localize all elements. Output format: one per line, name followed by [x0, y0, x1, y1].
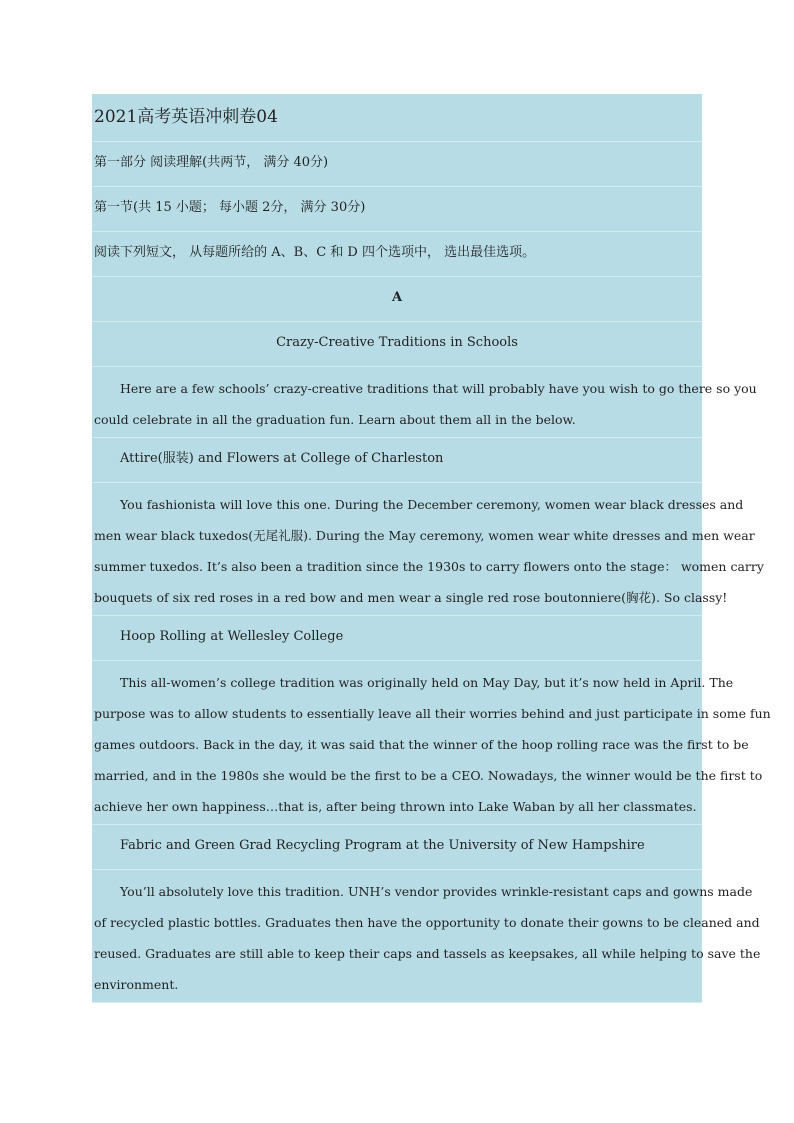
paragraph-line: purpose was to allow students to essentially leave all their worries behind and just participate in some fun — [94, 706, 771, 721]
paragraph-charleston — [92, 483, 764, 616]
paragraph-line: men wear black tuxedos(无尾礼服). During the May ceremony, women wear white dresses and men wear — [94, 528, 755, 543]
paragraph-line: This all-women’s college tradition was originally held on May Day, but it’s now held in April. The — [120, 675, 734, 690]
section-part-heading: 第一部分 阅读理解(共两节， 满分 40分) — [92, 142, 702, 187]
paragraph-wellesley — [92, 661, 771, 825]
section-heading-unh: Fabric and Green Grad Recycling Program at the University of New Hampshire — [92, 825, 702, 870]
paragraph-line: environment. — [94, 977, 179, 992]
passage-title: Crazy-Creative Traditions in Schools — [92, 322, 702, 367]
exam-title: 2021高考英语冲刺卷04 — [92, 94, 702, 142]
intro-paragraph — [92, 367, 757, 438]
paragraph-line: married, and in the 1980s she would be the first to be a CEO. Nowadays, the winner would be the first to — [94, 768, 763, 783]
instructions: 阅读下列短文， 从每题所给的 A、B、C 和 D 四个选项中， 选出最佳选项。 — [92, 232, 702, 277]
document-page — [92, 94, 771, 1003]
section-sub-heading: 第一节(共 15 小题； 每小题 2分， 满分 30分) — [92, 187, 702, 232]
paragraph-line: bouquets of six red roses in a red bow and men wear a single red rose boutonniere(胸花). So classy! — [94, 590, 728, 605]
paragraph-unh — [92, 870, 761, 1003]
paragraph-line: could celebrate in all the graduation fun. Learn about them all in the below. — [94, 412, 576, 427]
paragraph-line: Here are a few schools’ crazy-creative traditions that will probably have you wish to go there so you — [120, 381, 757, 396]
paragraph-line: summer tuxedos. It’s also been a tradition since the 1930s to carry flowers onto the stage： women carry — [94, 559, 764, 574]
section-heading-charleston: Attire(服装) and Flowers at College of Charleston — [92, 438, 702, 483]
paragraph-line: reused. Graduates are still able to keep their caps and tassels as keepsakes, all while helping to save the — [94, 946, 761, 961]
paragraph-line: of recycled plastic bottles. Graduates then have the opportunity to donate their gowns to be cleaned and — [94, 915, 760, 930]
paragraph-line: You fashionista will love this one. During the December ceremony, women wear black dresses and — [120, 497, 744, 512]
paragraph-line: achieve her own happiness…that is, after being thrown into Lake Waban by all her classmates. — [94, 799, 697, 814]
passage-label: A — [92, 277, 702, 322]
paragraph-line: games outdoors. Back in the day, it was said that the winner of the hoop rolling race was the first to be — [94, 737, 749, 752]
section-heading-wellesley: Hoop Rolling at Wellesley College — [92, 616, 702, 661]
paragraph-line: You’ll absolutely love this tradition. UNH’s vendor provides wrinkle-resistant caps and gowns made — [120, 884, 753, 899]
